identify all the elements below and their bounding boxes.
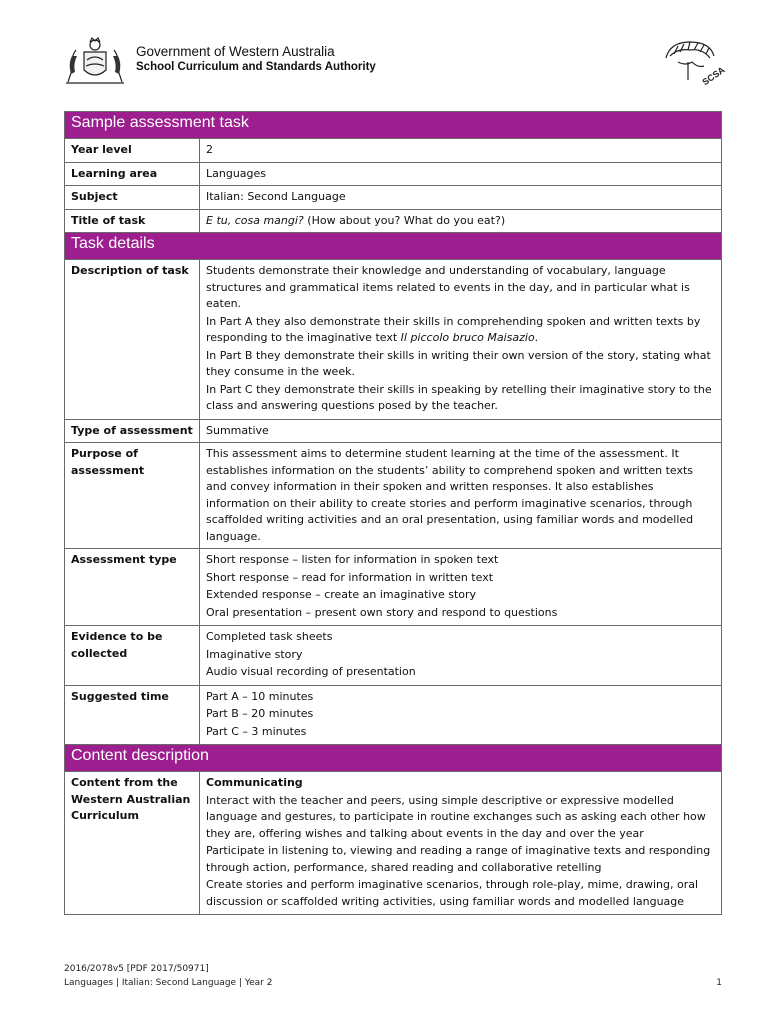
task-title-translation: (How about you? What do you eat?) — [303, 213, 506, 227]
list-item: Oral presentation – present own story and respond to questions — [206, 605, 558, 619]
description-text: In Part A they also demonstrate their skills in comprehending spoken and written texts by responding to the imaginative text — [206, 314, 701, 344]
row-label: Description of task — [65, 260, 200, 420]
wa-government-crest-icon — [62, 36, 128, 86]
section-header-row — [65, 112, 722, 139]
list-item: Participate in listening to, viewing and reading a range of imaginative texts and responding through action, performance, shared reading and collaborative retelling — [206, 844, 711, 874]
row-value: Languages — [200, 162, 722, 186]
document-subject-line: Languages | Italian: Second Language | Year 2 — [64, 978, 273, 988]
scsa-logo-icon — [658, 36, 727, 90]
document-reference: 2016/2078v5 [PDF 2017/50971] — [64, 964, 209, 974]
row-label: Purpose of assessment — [65, 443, 200, 549]
assessment-type-list — [200, 549, 722, 626]
description-value — [200, 260, 722, 420]
section-header-row — [65, 233, 722, 260]
list-item: Part C – 3 minutes — [206, 724, 307, 738]
description-text: . — [534, 331, 539, 344]
row-label: Suggested time — [65, 685, 200, 745]
description-paragraph: In Part C they demonstrate their skills in speaking by retelling their imaginative story to the class and answering questions posed by the teacher. — [206, 382, 712, 412]
section-header-row — [65, 745, 722, 772]
list-item: Short response – listen for information in spoken text — [206, 553, 499, 566]
section-title-sample: Sample assessment task — [65, 112, 722, 139]
list-item: Part B – 20 minutes — [206, 707, 314, 720]
table-row — [65, 685, 722, 745]
row-label: Assessment type — [65, 549, 200, 626]
table-row — [65, 419, 722, 443]
row-label: Evidence to be collected — [65, 626, 200, 686]
list-item: Extended response – create an imaginative story — [206, 588, 477, 601]
text-title-italic: Il piccolo bruco Maisazio — [400, 331, 535, 344]
time-list — [200, 685, 722, 745]
table-row — [65, 443, 722, 549]
content-value — [200, 772, 722, 915]
description-paragraph: Students demonstrate their knowledge and understanding of vocabulary, language structures and grammatical items related to events in the day, and in particular what is eaten. — [206, 264, 690, 310]
table-row — [65, 772, 722, 915]
row-label: Title of task — [65, 209, 200, 233]
org-line-2: School Curriculum and Standards Authority — [136, 61, 376, 73]
svg-text:SCSA: SCSA — [700, 64, 727, 88]
content-heading: Communicating — [206, 776, 303, 789]
list-item: Audio visual recording of presentation — [206, 665, 416, 678]
table-row — [65, 186, 722, 210]
row-label: Subject — [65, 186, 200, 210]
task-title-value — [200, 209, 722, 233]
list-item: Imaginative story — [206, 647, 303, 661]
row-label: Content from the Western Australian Curriculum — [65, 772, 200, 915]
table-row — [65, 162, 722, 186]
row-label: Learning area — [65, 162, 200, 186]
evidence-list — [200, 626, 722, 686]
list-item: Short response – read for information in written text — [206, 570, 494, 584]
description-paragraph — [206, 314, 715, 347]
org-line-1: Government of Western Australia — [136, 44, 335, 59]
row-value: Summative — [200, 419, 722, 443]
row-label: Type of assessment — [65, 419, 200, 443]
page-footer — [64, 962, 722, 990]
row-value: This assessment aims to determine student learning at the time of the assessment. It establishes information on the students’ ability to comprehend spoken and written texts and convey information in their spoken and written responses. It also establishes information on their ability to create stories and perform imaginative scenarios, through scaffolded writing activities and an oral presentation, using familiar words and modelled language. — [200, 443, 722, 549]
table-row — [65, 260, 722, 420]
row-value: Italian: Second Language — [200, 186, 722, 210]
organisation-name — [136, 44, 376, 74]
list-item: Create stories and perform imaginative scenarios, through role-play, mime, drawing, oral discussion or scaffolded writing activities, using familiar words and modelled language — [206, 878, 699, 908]
list-item: Interact with the teacher and peers, using simple descriptive or expressive modelled language and gestures, to participate in routine exchanges such as asking each other how they are, offering wishes and talking about events in the day and over the year — [206, 793, 706, 840]
task-title-italic: E tu, cosa mangi? — [206, 213, 304, 227]
assessment-task-table — [64, 111, 722, 915]
row-label: Year level — [65, 139, 200, 163]
page-number: 1 — [716, 978, 722, 988]
row-value: 2 — [200, 139, 722, 163]
table-row — [65, 626, 722, 686]
description-paragraph: In Part B they demonstrate their skills in writing their own version of the story, stating what they consume in the week. — [206, 348, 711, 378]
page-header — [62, 36, 732, 86]
table-row — [65, 209, 722, 233]
table-row — [65, 549, 722, 626]
section-title-content-description: Content description — [65, 745, 722, 772]
list-item: Part A – 10 minutes — [206, 689, 314, 703]
table-row — [65, 139, 722, 163]
list-item: Completed task sheets — [206, 630, 333, 643]
section-title-task-details: Task details — [65, 233, 722, 260]
